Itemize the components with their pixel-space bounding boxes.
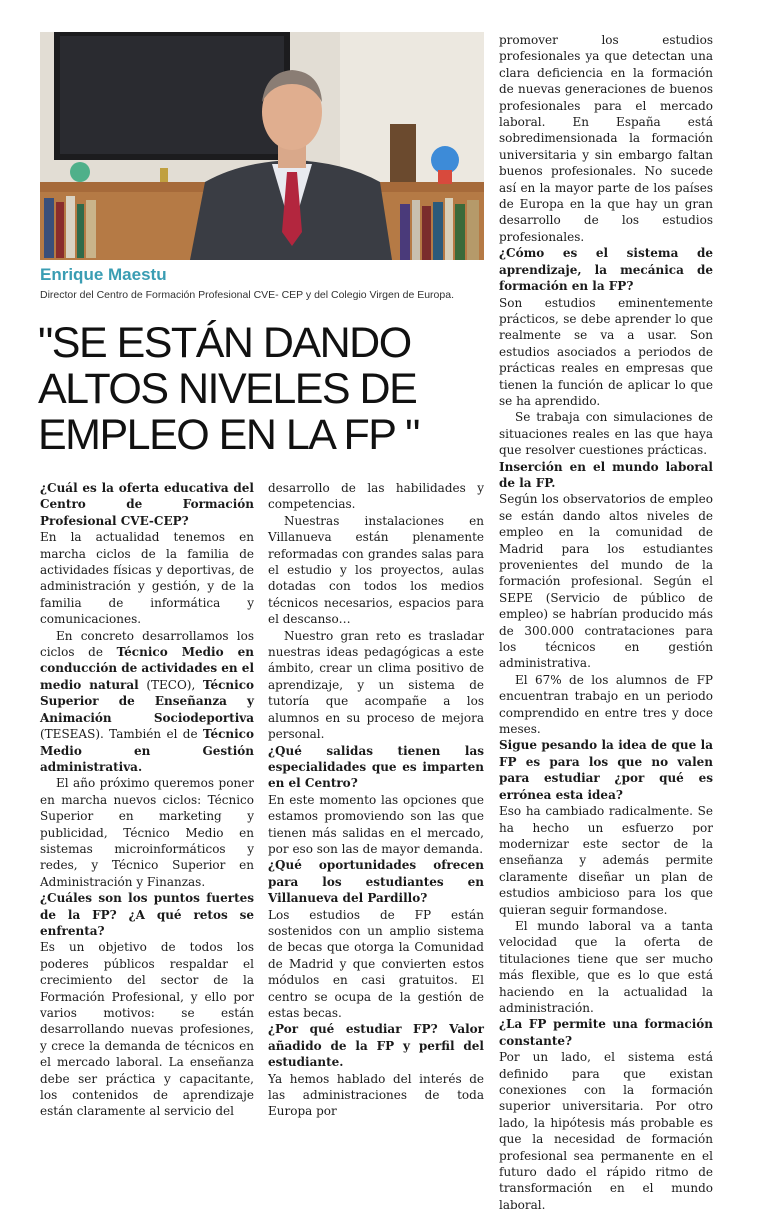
interview-question: ¿Qué oportunidades ofrecen para los estudiantes en Villanueva del Pardillo? xyxy=(268,858,484,906)
interview-answer: En concreto desarrollamos los ciclos de Técnico Medio en conducción de actividades en el medio natural (TECO), Técnico Superior de Enseñanza y Animación Sociodeportiva (TESEAS). También el de Técnico Medio en Gestión administrativa. xyxy=(40,628,255,774)
interview-answer: Son estudios eminentemente prácticos, se debe aprender lo que realmente se va a usar. Son estudios asociados a periodos de prácticas reales en empresas que tienen la función de aplicar lo que se ha aprendido. xyxy=(499,295,713,408)
interview-answer: El 67% de los alumnos de FP encuentran trabajo en un periodo comprendido en entre tres y doce meses. xyxy=(499,672,713,737)
interview-answer: Ya hemos hablado del interés de las administraciones de toda Europa por xyxy=(268,1071,484,1119)
article-column-3 xyxy=(499,32,713,1213)
person-role: Director del Centro de Formación Profesional CVE- CEP y del Colegio Virgen de Europa. xyxy=(40,289,454,301)
person-name: Enrique Maestu xyxy=(40,265,167,284)
interview-answer: Por un lado, el sistema está definido para que existan conexiones con la formación superior universitaria. Por otro lado, la hipótesis más probable es que la necesidad de formación profesional sea permanente en el futuro dado el rápido ritmo de transformación en el mundo laboral. xyxy=(499,1050,713,1212)
interview-answer: En este momento las opciones que estamos promoviendo son las que tienen más salidas en el mercado, por eso son las de mayor demanda. xyxy=(268,792,484,856)
headline-line-1: "SE ESTÁN DANDO xyxy=(38,319,411,367)
article-headline xyxy=(38,320,488,458)
interview-question: ¿La FP permite una formación constante? xyxy=(499,1017,713,1048)
portrait-photo xyxy=(40,32,484,260)
interview-answer: Se trabaja con simulaciones de situaciones reales en las que haya que resolver cuestiones prácticas. xyxy=(499,410,713,458)
headline-line-3: EMPLEO EN LA FP " xyxy=(38,411,419,459)
interview-answer: Según los observatorios de empleo se están dando altos niveles de empleo en la comunidad de Madrid para los estudiantes provenientes del mundo de la formación profesional. Según el SEPE (Servicio de público de empleo) se habrían producido más de 300.000 contrataciones para los técnicos en gestión administrativa. xyxy=(499,492,713,671)
interview-question: ¿Cómo es el sistema de aprendizaje, la mecánica de formación en la FP? xyxy=(499,246,713,294)
interview-question: Inserción en el mundo laboral de la FP. xyxy=(499,459,713,490)
interview-question: Sigue pesando la idea de que la FP es para los que no valen para estudiar ¿por qué es errónea esta idea? xyxy=(499,738,713,802)
interview-answer: El año próximo queremos poner en marcha nuevos ciclos: Técnico Superior en marketing y publicidad, Técnico Medio en sistemas microinformáticos y redes, y Técnico Superior en Administración y Finanzas. xyxy=(40,776,254,889)
interview-answer: desarrollo de las habilidades y competencias. xyxy=(268,481,484,512)
interview-answer: Eso ha cambiado radicalmente. Se ha hecho un esfuerzo por modernizar este sector de la enseñanza y además permite claramente diseñar un plan de estudios ambicioso para los que quieran seguir formandose. xyxy=(499,804,713,917)
headline-line-2: ALTOS NIVELES DE xyxy=(38,365,417,413)
interview-answer: Es un objetivo de todos los poderes públicos respaldar el crecimiento del sector de la Formación Profesional, y ello por varios motivos: se están desarrollando nuevas profesiones, y crece la demanda de técnicos en el mercado laboral. La enseñanza debe ser práctica y capacitante, los contenidos de aprendizaje están claramente al servicio del xyxy=(40,940,254,1119)
interview-question: ¿Por qué estudiar FP? Valor añadido de la FP y perfil del estudiante. xyxy=(268,1022,484,1070)
interview-answer: Nuestras instalaciones en Villanueva están plenamente reformadas con grandes salas para el estudio y los proyectos, aulas dotadas con todos los medios técnicos necesarios, espacios para el descanso… xyxy=(268,513,484,627)
interview-answer: promover los estudios profesionales ya que detectan una clara deficiencia en la formación de nuevas generaciones de buenos profesionales para el mercado laboral. En España está sobredimensionada la formación universitaria y sin embargo faltan buenos profesionales. No sucede así en la mayor parte de los países de Europa en la que hay un gran desarrollo de los estudios profesionales. xyxy=(499,33,713,244)
interview-question: ¿Cuál es la oferta educativa del Centro de Formación Profesional CVE-CEP? xyxy=(40,481,254,528)
portrait-illustration xyxy=(40,32,484,260)
interview-answer: Los estudios de FP están sostenidos con un amplio sistema de becas que otorga la Comunidad de Madrid y que convierten estos módulos en casi gratuitos. El centro se ocupa de la gestión de estas becas. xyxy=(268,907,484,1020)
interview-answer: En la actualidad tenemos en marcha ciclos de la familia de actividades físicas y deportivas, de administración y gestión, y de la familia de informática y comunicaciones. xyxy=(40,530,254,627)
interview-question: ¿Qué salidas tienen las especialidades que es imparten en el Centro? xyxy=(268,743,484,791)
interview-answer: Nuestro gran reto es trasladar nuestras ideas pedagógicas a este ámbito, crear un clima positivo de aprendizaje, y un sistema de tutoría que acompañe a los alumnos en su proceso de mejora personal. xyxy=(268,628,484,742)
interview-question: ¿Cuáles son los puntos fuertes de la FP? ¿A qué retos se enfrenta? xyxy=(40,891,254,938)
interview-answer: El mundo laboral va a tanta velocidad que la oferta de titulaciones tiene que ser mucho más flexible, que es lo que está haciendo en la actualidad la administración. xyxy=(499,918,713,1015)
